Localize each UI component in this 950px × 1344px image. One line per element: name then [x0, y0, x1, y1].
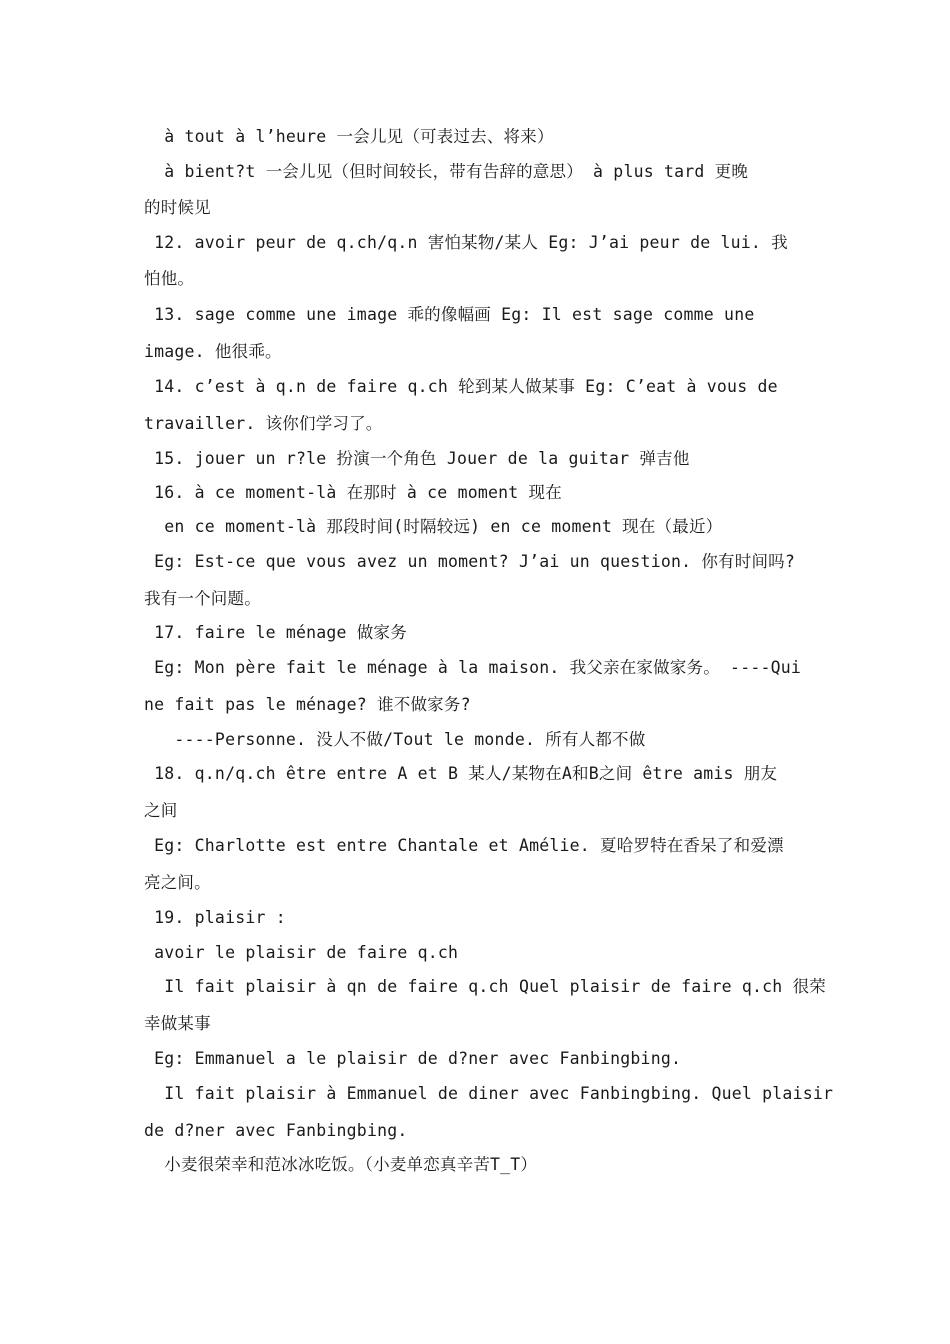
text-line: 小麦很荣幸和范冰冰吃饭。（小麦单恋真辛苦T_T）: [144, 1155, 538, 1174]
text-line: de d?ner avec Fanbingbing.: [144, 1121, 408, 1140]
text-line: 13. sage comme une image 乖的像幅画 Eg: Il est sage comme une: [144, 305, 755, 324]
text-line: 亮之间。: [144, 873, 211, 892]
text-line: 15. jouer un r?le 扮演一个角色 Jouer de la guitar 弹吉他: [144, 449, 690, 468]
text-line: ----Personne. 没人不做/Tout le monde. 所有人都不做: [144, 730, 646, 749]
text-line: Il fait plaisir à Emmanuel de diner avec Fanbingbing. Quel plaisir: [144, 1084, 834, 1103]
text-line: Eg: Mon père fait le ménage à la maison. 我父亲在家做家务。 ----Qui: [144, 658, 801, 677]
text-line: Eg: Charlotte est entre Chantale et Amélie. 夏哈罗特在香呆了和爱漂: [144, 836, 784, 855]
text-line: 18. q.n/q.ch être entre A et B 某人/某物在A和B之间 être amis 朋友: [144, 764, 778, 783]
text-line: à tout à l’heure 一会儿见（可表过去、将来）: [144, 127, 554, 146]
text-line: à bient?t 一会儿见（但时间较长，带有告辞的意思） à plus tard 更晚: [144, 162, 749, 181]
text-line: 17. faire le ménage 做家务: [144, 623, 407, 642]
text-line: Eg: Est-ce que vous avez un moment? J’ai un question. 你有时间吗?: [144, 552, 795, 571]
text-line: 14. c’est à q.n de faire q.ch 轮到某人做某事 Eg: C’eat à vous de: [144, 377, 778, 396]
text-line: 之间: [144, 801, 178, 820]
text-line: 19. plaisir :: [144, 908, 286, 927]
text-line: Il fait plaisir à qn de faire q.ch Quel plaisir de faire q.ch 很荣: [144, 977, 826, 996]
text-line: avoir le plaisir de faire q.ch: [144, 943, 459, 962]
text-line: ne fait pas le ménage? 谁不做家务?: [144, 695, 471, 714]
text-line: 12. avoir peur de q.ch/q.n 害怕某物/某人 Eg: J’ai peur de lui. 我: [144, 233, 788, 252]
text-line: image. 他很乖。: [144, 342, 282, 361]
text-line: 我有一个问题。: [144, 589, 261, 608]
text-line: en ce moment-là 那段时间(时隔较远) en ce moment 现在（最近）: [144, 517, 723, 536]
text-line: Eg: Emmanuel a le plaisir de d?ner avec Fanbingbing.: [144, 1049, 682, 1068]
text-line: 16. à ce moment-là 在那时 à ce moment 现在: [144, 483, 562, 502]
text-line: 幸做某事: [144, 1014, 211, 1033]
text-line: travailler. 该你们学习了。: [144, 414, 383, 433]
text-line: 怕他。: [144, 269, 195, 288]
text-line: 的时候见: [144, 198, 211, 217]
